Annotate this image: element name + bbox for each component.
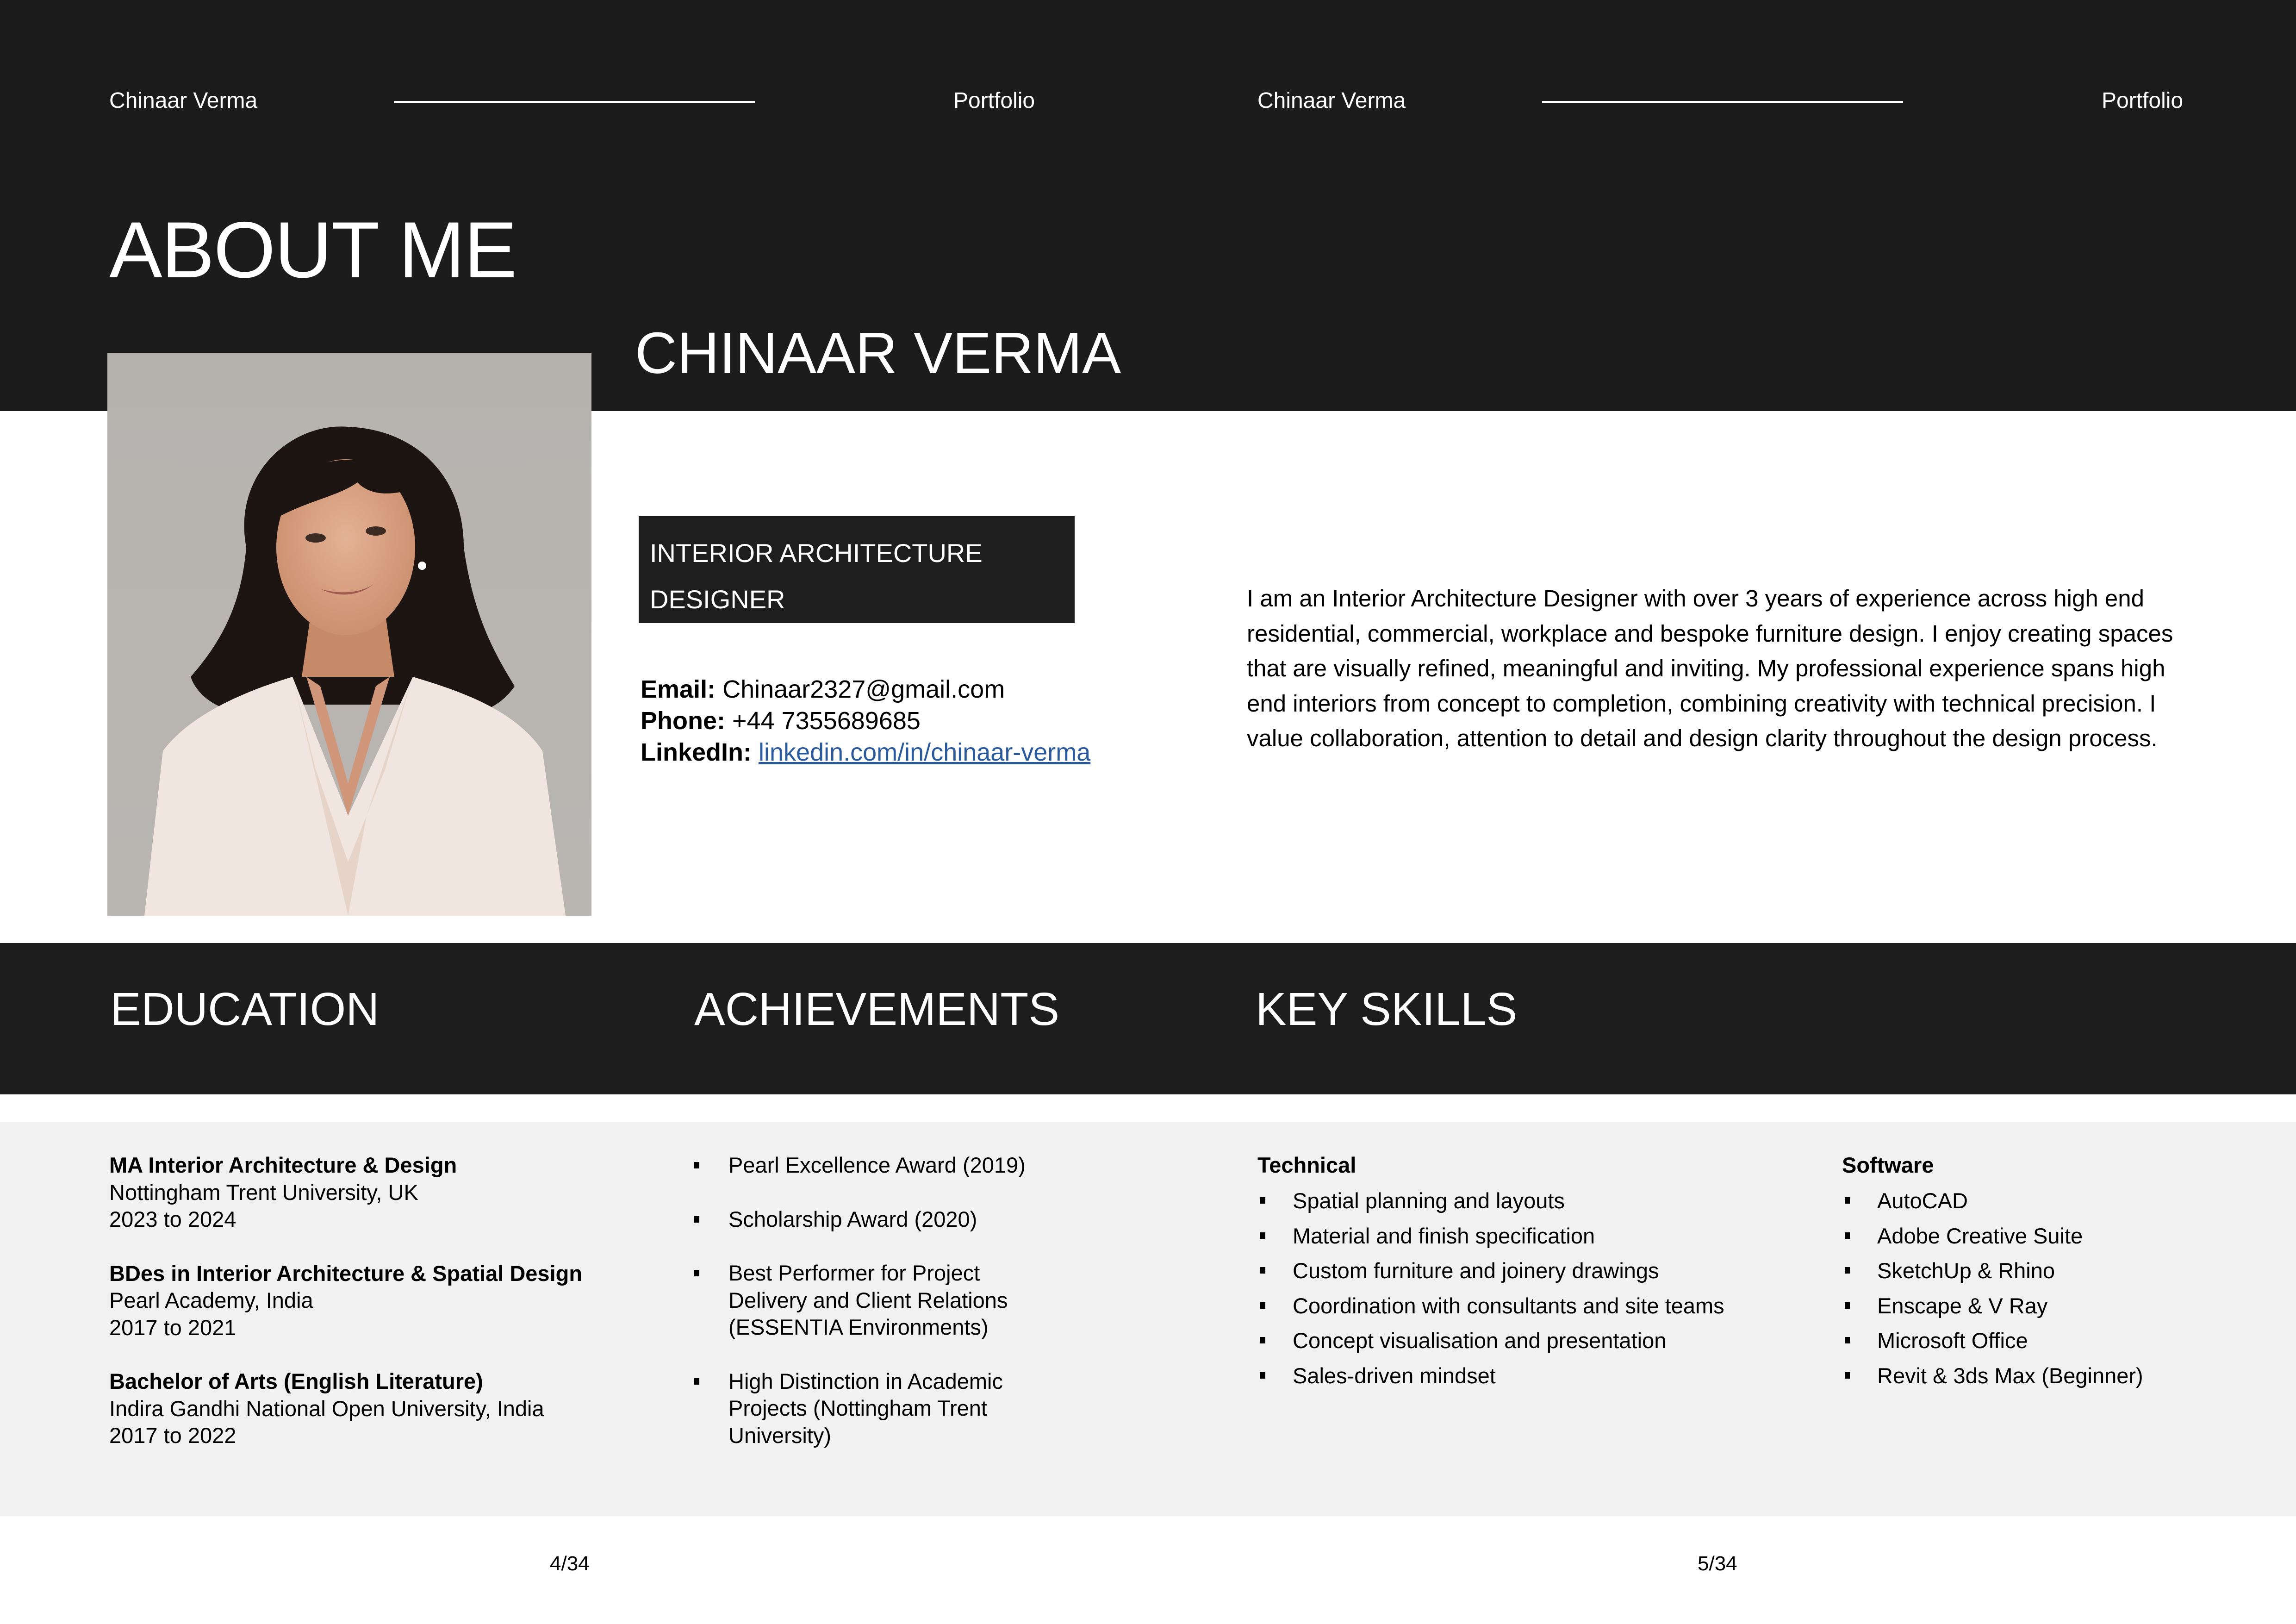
institution: Indira Gandhi National Open University, India [109,1396,544,1421]
square-bullet-icon [694,1378,699,1385]
contact-phone-row [641,705,1090,737]
square-bullet-icon [1260,1197,1265,1204]
skill-text: Revit & 3ds Max (Beginner) [1877,1363,2143,1388]
achievement-text: High Distinction in Academic [728,1368,1003,1393]
email-label: Email: [641,675,716,703]
achievement-text: Scholarship Award (2020) [728,1206,977,1231]
skill-item [1257,1253,1724,1288]
contact-email-row [641,674,1090,705]
square-bullet-icon [694,1162,699,1168]
square-bullet-icon [1260,1372,1265,1379]
achievement-text: Delivery and Client Relations [728,1287,1008,1312]
skill-text: Microsoft Office [1877,1328,2028,1353]
email-value: Chinaar2327@gmail.com [722,675,1005,703]
technical-skills [1257,1152,1724,1393]
square-bullet-icon [1845,1337,1850,1343]
square-bullet-icon [1260,1267,1265,1274]
education-item [109,1260,582,1342]
role-badge [639,516,1075,623]
square-bullet-icon [1845,1302,1850,1309]
achievement-item [690,1206,1069,1233]
education-item [109,1368,582,1449]
achievement-text: Best Performer for Project [728,1261,980,1285]
achievement-text: (ESSENTIA Environments) [728,1315,989,1339]
header-portfolio-right: Portfolio [2102,88,2184,113]
linkedin-label: LinkedIn: [641,738,752,766]
degree-title: BDes in Interior Architecture & Spatial Design [109,1261,583,1286]
skill-item [1842,1288,2143,1324]
years: 2017 to 2022 [109,1423,236,1448]
linkedin-link[interactable]: linkedin.com/in/chinaar-verma [759,738,1091,766]
role-line-2: DESIGNER [650,585,785,614]
person-name: CHINAAR VERMA [635,320,1121,386]
institution: Pearl Academy, India [109,1288,313,1312]
square-bullet-icon [1845,1267,1850,1274]
achievement-item [690,1260,1069,1341]
header-divider-right [1542,101,1903,103]
skill-text: Custom furniture and joinery drawings [1293,1258,1659,1283]
skill-text: AutoCAD [1877,1188,1968,1213]
page-number-left: 4/34 [550,1552,590,1575]
square-bullet-icon [694,1270,699,1276]
degree-title: Bachelor of Arts (English Literature) [109,1369,483,1393]
skill-item [1842,1358,2143,1393]
phone-label: Phone: [641,707,725,735]
skill-item [1257,1183,1724,1218]
header-divider-left [394,101,755,103]
page-title: ABOUT ME [109,206,516,294]
achievement-text: University) [728,1423,831,1448]
skill-text: Enscape & V Ray [1877,1293,2048,1318]
degree-title: MA Interior Architecture & Design [109,1153,457,1177]
square-bullet-icon [1260,1302,1265,1309]
contact-details [641,674,1090,768]
square-bullet-icon [1845,1197,1850,1204]
skill-text: Spatial planning and layouts [1293,1188,1565,1213]
achievement-item [690,1368,1069,1449]
skill-item [1257,1358,1724,1393]
skill-item [1257,1288,1724,1324]
square-bullet-icon [1260,1337,1265,1343]
key-skills-heading: KEY SKILLS [1256,983,1518,1035]
education-item [109,1152,582,1233]
education-list [109,1152,582,1476]
skill-item [1842,1323,2143,1358]
skill-text: Material and finish specification [1293,1223,1595,1248]
square-bullet-icon [1845,1372,1850,1379]
skill-text: Sales-driven mindset [1293,1363,1496,1388]
skill-item [1842,1253,2143,1288]
header-author-left: Chinaar Verma [109,88,258,113]
bio-paragraph: I am an Interior Architecture Designer with over 3 years of experience across high end residential, commercial, workplace and bespoke furniture design. I enjoy creating spaces that are visually refined, meaningful and inviting. My professional experience spans high end interiors from concept to completion, combining creativity with technical precision. I value collaboration, attention to detail and design clarity throughout the design process. [1247,585,2173,751]
institution: Nottingham Trent University, UK [109,1180,418,1205]
header-portfolio-left: Portfolio [953,88,1035,113]
page-number-right: 5/34 [1698,1552,1737,1575]
achievement-text: Projects (Nottingham Trent [728,1396,987,1420]
years: 2023 to 2024 [109,1207,236,1231]
contact-linkedin-row [641,737,1090,768]
technical-heading: Technical [1257,1153,1356,1177]
skill-item [1257,1323,1724,1358]
skill-text: SketchUp & Rhino [1877,1258,2055,1283]
skill-item [1842,1218,2143,1254]
skill-item [1257,1218,1724,1254]
education-heading: EDUCATION [110,983,380,1035]
skill-item [1842,1183,2143,1218]
square-bullet-icon [694,1216,699,1223]
skill-text: Adobe Creative Suite [1877,1223,2083,1248]
role-line-1: INTERIOR ARCHITECTURE [650,538,983,568]
header-author-right: Chinaar Verma [1257,88,1406,113]
skill-text: Coordination with consultants and site teams [1293,1293,1724,1318]
achievements-heading: ACHIEVEMENTS [694,983,1060,1035]
square-bullet-icon [1845,1232,1850,1239]
square-bullet-icon [1260,1232,1265,1239]
portrait-illustration [107,353,591,916]
skill-text: Concept visualisation and presentation [1293,1328,1667,1353]
software-heading: Software [1842,1153,1934,1177]
years: 2017 to 2021 [109,1315,236,1340]
achievement-item [690,1152,1069,1179]
phone-value: +44 7355689685 [732,707,921,735]
achievement-text: Pearl Excellence Award (2019) [728,1153,1026,1177]
software-skills [1842,1152,2143,1393]
achievements-list [690,1152,1069,1476]
profile-photo [107,353,591,916]
